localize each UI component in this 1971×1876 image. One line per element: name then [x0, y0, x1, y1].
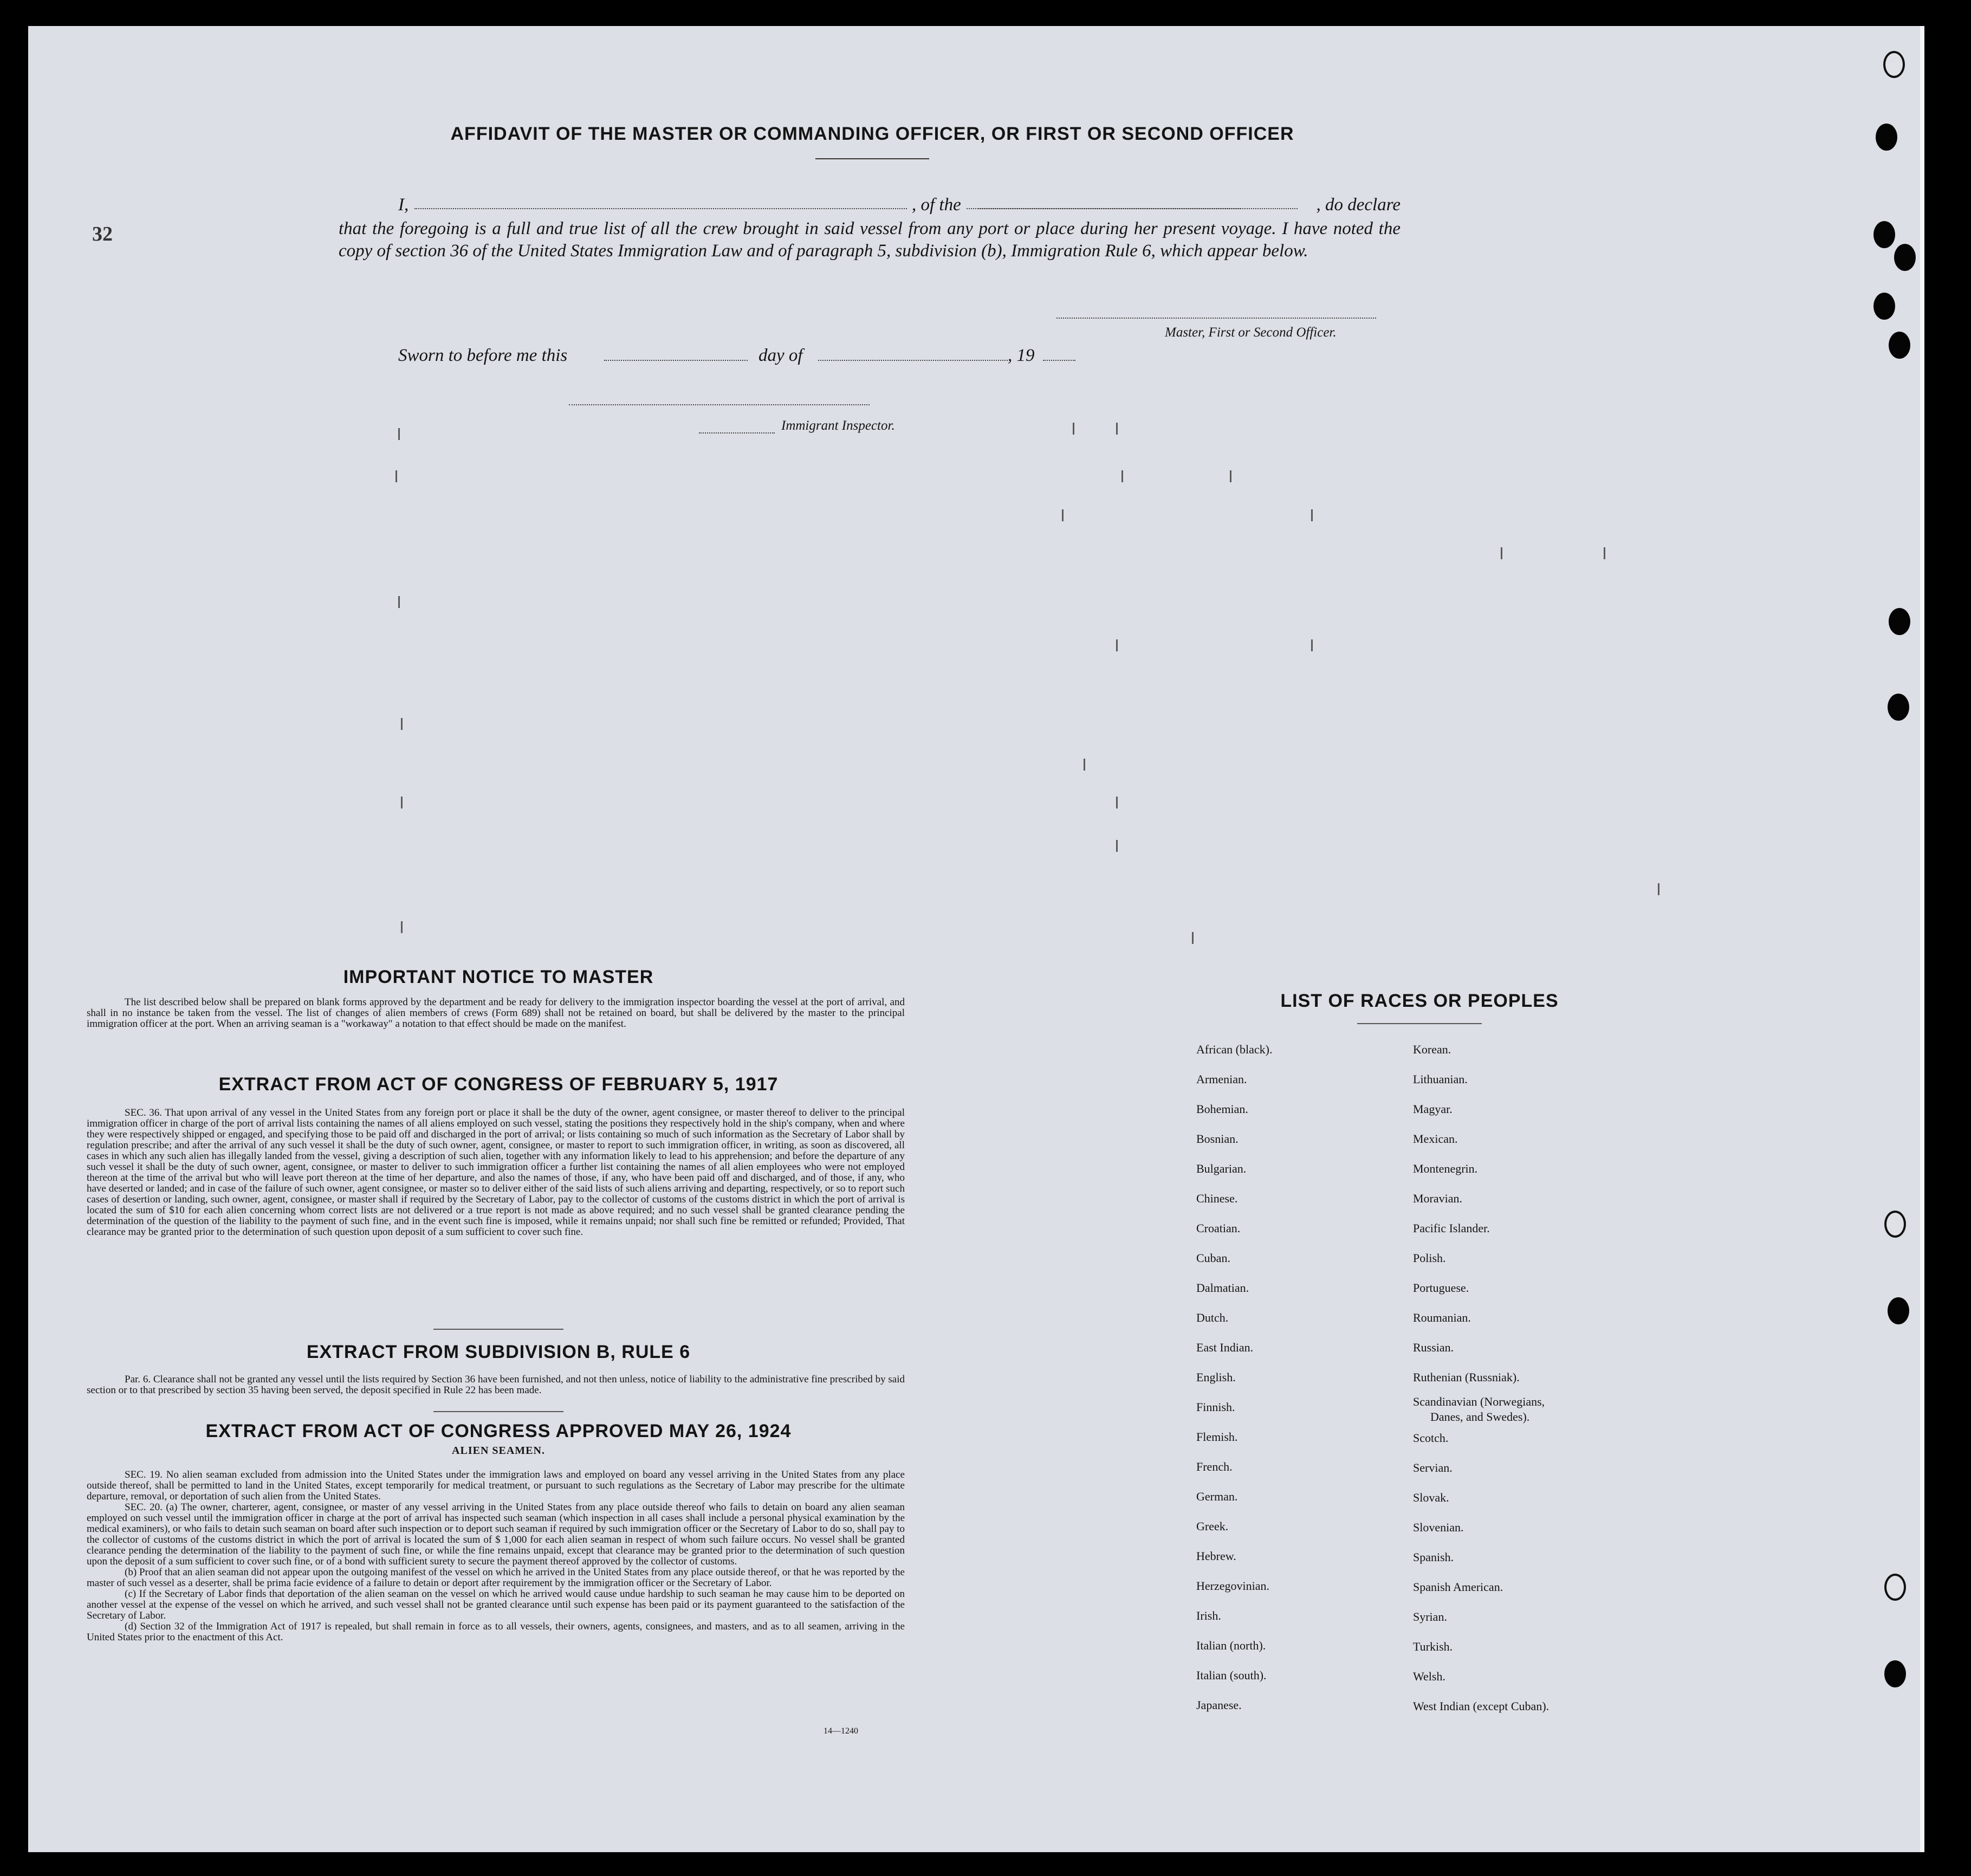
race-item: African (black).: [1196, 1043, 1273, 1056]
race-item: Croatian.: [1196, 1221, 1241, 1235]
affidavit-body: that the foregoing is a full and true list of all the crew brought in said vessel from any port or place during her present voyage. I have noted the copy of section 36 of the United States Immigration Law and of paragraph 5, subdivision (b), Immigration Rule 6, which appear below.: [339, 219, 1401, 261]
affidavit-of-the: , of the: [907, 194, 965, 216]
sec19-paragraph: SEC. 19. No alien seaman excluded from admission into the United States under the immigration laws and employed on board any vessel arriving in the United States from any place outside thereof, shall be permitted to land in the United States, except temporarily for medical treatment, or pursuant to such regulations as the Secretary of Labor may prescribe for the ultimate departure, removal, or deportation of such alien from the United States.: [87, 1469, 905, 1502]
bleed-mark: [1311, 639, 1313, 651]
race-item: Chinese.: [1196, 1192, 1238, 1205]
race-item: Scotch.: [1413, 1431, 1449, 1445]
bleed-mark: [1062, 509, 1064, 521]
inspector-dots: [699, 432, 775, 434]
race-item: Bulgarian.: [1196, 1162, 1247, 1175]
race-item: Japanese.: [1196, 1698, 1242, 1712]
punch-hole: [1889, 332, 1910, 359]
inspector-signature-line[interactable]: [569, 404, 870, 405]
bleed-mark: [1084, 759, 1085, 771]
sworn-day-field[interactable]: [604, 360, 748, 361]
bleed-mark: [1121, 470, 1123, 482]
race-item: Mexican.: [1413, 1132, 1458, 1146]
punch-hole: [1888, 1297, 1909, 1324]
race-item-continuation: Danes, and Swedes).: [1430, 1410, 1530, 1424]
punch-hole: [1884, 1660, 1906, 1687]
margin-mark: 32: [92, 223, 113, 245]
race-item: Flemish.: [1196, 1430, 1238, 1444]
notice-paragraph: The list described below shall be prepared on blank forms approved by the department and be ready for delivery to the immigration inspector boarding the vessel at the port of arrival, and shall in no instance be taken from the vessel. The list of changes of alien members of crews (Form 689) shall not be retained on board, but shall be delivered by the master to the principal immigration officer at the port. When an arriving seaman is a "workaway" a notation to that effect should be made on the manifest.: [87, 997, 905, 1030]
race-item: English.: [1196, 1370, 1236, 1384]
punch-hole: [1883, 51, 1905, 78]
sec20a-paragraph: SEC. 20. (a) The owner, charterer, agent, consignee, or master of any vessel arriving in the United States from any place outside thereof who fails to detain on board any alien seaman employed on such vessel until the immigration officer in charge at the port of arrival has inspected such seaman (which inspection in all cases shall include a personal physical examination by the medical examiners), or who fails to detain such seaman on board after such inspection or to deport such seaman if required by such immigration officer or the Secretary of Labor to do so, shall pay to the collector of customs of the customs district in which the port of arrival is located the sum of $ 1,000 for each alien seaman in respect of whom such failure occurs. No vessel shall be granted clearance pending the determination of the liability to the payment of such fine, or while the fine remains unpaid, except that clearance may be granted prior to the determination of such question upon the deposit of a sum sufficient to cover such fine, or of a bond with sufficient surety to secure the payment thereof approved by the collector of customs.: [87, 1502, 905, 1567]
affidavit-first-line: [339, 194, 1401, 218]
race-item: Moravian.: [1413, 1192, 1463, 1205]
vessel-field[interactable]: [978, 208, 1298, 209]
race-item: Bohemian.: [1196, 1102, 1248, 1116]
race-item: Roumanian.: [1413, 1311, 1471, 1324]
punch-hole: [1884, 1211, 1906, 1238]
race-item: Finnish.: [1196, 1400, 1235, 1414]
extract-1924-title: EXTRACT FROM ACT OF CONGRESS APPROVED MAY 26, 1924: [205, 1421, 792, 1441]
sworn-month-field[interactable]: [818, 360, 1008, 361]
extract-1917-title: EXTRACT FROM ACT OF CONGRESS OF FEBRUARY 5, 1917: [218, 1074, 779, 1095]
race-item: Irish.: [1196, 1609, 1221, 1622]
race-item: Cuban.: [1196, 1251, 1230, 1265]
punch-hole: [1876, 124, 1897, 151]
sworn-text: Sworn to before me this: [398, 346, 568, 365]
bleed-mark: [1230, 470, 1231, 482]
bleed-mark: [1116, 423, 1118, 435]
race-item: Herzegovinian.: [1196, 1579, 1269, 1593]
bleed-mark: [1116, 797, 1118, 808]
punch-hole: [1884, 1574, 1906, 1601]
race-item: Korean.: [1413, 1043, 1451, 1056]
affidavit-do-declare: , do declare: [1312, 194, 1401, 216]
bleed-mark: [401, 718, 403, 730]
bleed-mark: [1116, 639, 1118, 651]
rule6-title: EXTRACT FROM SUBDIVISION B, RULE 6: [306, 1342, 691, 1362]
sec20b-paragraph: (b) Proof that an alien seaman did not appear upon the outgoing manifest of the vessel on which he arrived in the United States from any place outside thereof, or that he was reported by the master of such vessel as a deserter, shall be prima facie evidence of a failure to detain or deport after requirement by the immigration officer or the Secretary of Labor.: [87, 1567, 905, 1589]
bleed-mark: [398, 428, 400, 440]
race-item: East Indian.: [1196, 1341, 1254, 1354]
race-item: Italian (south).: [1196, 1668, 1267, 1682]
race-item: French.: [1196, 1460, 1233, 1473]
bleed-mark: [1192, 932, 1194, 944]
bleed-mark: [1311, 509, 1313, 521]
race-item: Lithuanian.: [1413, 1072, 1468, 1086]
year-text: , 19: [1008, 346, 1035, 365]
races-title-rule: [1357, 1023, 1482, 1024]
race-item: German.: [1196, 1490, 1238, 1503]
bleed-mark: [1073, 423, 1074, 435]
race-item: Italian (north).: [1196, 1639, 1266, 1652]
form-number: 14—1240: [824, 1726, 858, 1736]
race-item: Spanish American.: [1413, 1580, 1503, 1594]
race-item: Scandinavian (Norwegians,: [1413, 1395, 1545, 1408]
races-title: LIST OF RACES OR PEOPLES: [1280, 991, 1559, 1011]
race-item: Servian.: [1413, 1461, 1453, 1474]
race-item: Dalmatian.: [1196, 1281, 1249, 1295]
sec36-paragraph: SEC. 36. That upon arrival of any vessel in the United States from any foreign port or place it shall be the duty of the owner, agent consignee, or master thereof to deliver to the principal immigration officer in charge of the port of arrival lists containing the names of all aliens employed on such vessel, stating the positions they respectively hold in the ship's company, when and where they were respectively shipped or engaged, and specifying those to be paid off and discharged in the port of arrival; or lists containing so much of such information as the Secretary of Labor shall by regulation prescribe; and after the arrival of any such vessel it shall be the duty of such owner, agent, consignee, or master to report to such immigration officer, in writing, as soon as discovered, all cases in which any such alien has illegally landed from the vessel, giving a description of such alien, together with any information likely to lead to his apprehension; and before the departure of any such vessel it shall be the duty of such owner, agent, consignee, or master to deliver to such immigration officer a further list containing the names of all alien employees who were not employed thereon at the time of the arrival but who will leave port thereon at the time of her departure, and also the names of those, if any, who have been paid off and discharged, and of those, if any, who have deserted or landed; and in case of the failure of such owner, agent consignee, or master so to deliver either of the said lists of such aliens arriving and departing, respectively, or so to report such cases of desertion or landing, such owner, agent, consignee, or master shall if required by the Secretary of Labor, pay to the collector of customs of the customs district in which the port of arrival is located the sum of $10 for each alien concerning whom correct lists are not delivered or a true report is not made as above required; and no such vessel shall be granted clearance pending the determination of the question of the liability to the payment of such fine, and in the event such fine is imposed, while it remains unpaid; nor shall such fine be remitted or refunded; Provided, That clearance may be granted prior to the determination of such question upon deposit of a sum sufficient to cover such fine.: [87, 1107, 905, 1238]
race-item: Magyar.: [1413, 1102, 1453, 1116]
race-item: Montenegrin.: [1413, 1162, 1478, 1175]
bleed-mark: [1116, 840, 1118, 852]
race-item: Greek.: [1196, 1519, 1229, 1533]
section-rule: [433, 1411, 563, 1412]
race-item: Welsh.: [1413, 1670, 1445, 1683]
rule6-paragraph: Par. 6. Clearance shall not be granted any vessel until the lists required by Section 36 have been furnished, and not then unless, notice of liability to the administrative fine prescribed by said section or to that prescribed by section 35 having been served, the deposit specified in Rule 22 has been made.: [87, 1374, 905, 1396]
punch-hole: [1894, 244, 1916, 271]
notice-title: IMPORTANT NOTICE TO MASTER: [343, 967, 654, 987]
bleed-mark: [1658, 883, 1659, 895]
race-item: Armenian.: [1196, 1072, 1247, 1086]
race-item: Bosnian.: [1196, 1132, 1239, 1146]
race-item: Slovenian.: [1413, 1521, 1464, 1534]
punch-hole: [1873, 221, 1895, 248]
race-item: Slovak.: [1413, 1491, 1449, 1504]
race-item: Russian.: [1413, 1341, 1454, 1354]
race-item: Polish.: [1413, 1251, 1446, 1265]
race-item: Turkish.: [1413, 1640, 1453, 1653]
sec20c-paragraph: (c) If the Secretary of Labor finds that deportation of the alien seaman on the vessel on which he arrived would cause undue hardship to such seaman he may cause him to be deported on another vessel at the expense of the vessel on which he arrived, and such vessel shall not be granted clearance until such expense has been paid or its payment guaranteed to the satisfaction of the Secretary of Labor.: [87, 1588, 905, 1621]
bleed-mark: [396, 470, 397, 482]
master-label: Master, First or Second Officer.: [1165, 325, 1337, 340]
punch-hole: [1888, 694, 1909, 721]
affidavit-i: I,: [398, 195, 409, 215]
punch-hole: [1889, 608, 1910, 635]
sworn-line: [339, 345, 1097, 368]
race-item: West Indian (except Cuban).: [1413, 1699, 1549, 1713]
race-item: Syrian.: [1413, 1610, 1447, 1623]
bleed-mark: [401, 797, 403, 808]
extract-1924-text: [87, 1470, 905, 1643]
sworn-year-field[interactable]: [1043, 360, 1075, 361]
notice-text: [87, 997, 905, 1030]
punch-hole: [1873, 293, 1895, 320]
affidavit-title: AFFIDAVIT OF THE MASTER OR COMMANDING OFFICER, OR FIRST OR SECOND OFFICER: [450, 124, 1294, 144]
master-signature-line[interactable]: [1056, 318, 1376, 319]
bleed-mark: [1501, 547, 1502, 559]
race-item: Ruthenian (Russniak).: [1413, 1370, 1520, 1384]
alien-seamen-subtitle: ALIEN SEAMEN.: [452, 1445, 545, 1457]
title-rule: [815, 158, 929, 159]
section-rule: [433, 1329, 563, 1330]
race-item: Dutch.: [1196, 1311, 1229, 1324]
race-item: Pacific Islander.: [1413, 1221, 1490, 1235]
day-of-text: day of: [758, 346, 803, 365]
inspector-label: Immigrant Inspector.: [781, 418, 895, 433]
extract-1917-text: [87, 1108, 905, 1238]
race-item: Spanish.: [1413, 1550, 1454, 1564]
race-item: Hebrew.: [1196, 1549, 1236, 1563]
bleed-mark: [401, 921, 403, 933]
sec20d-paragraph: (d) Section 32 of the Immigration Act of 1917 is repealed, but shall remain in force as to all vessels, their owners, agents, consignees, and masters, and as to all seamen, arriving in the United States prior to the enactment of this Act.: [87, 1621, 905, 1643]
bleed-mark: [1604, 547, 1605, 559]
rule6-text: [87, 1374, 905, 1396]
bleed-mark: [398, 596, 400, 608]
race-item: Portuguese.: [1413, 1281, 1469, 1295]
